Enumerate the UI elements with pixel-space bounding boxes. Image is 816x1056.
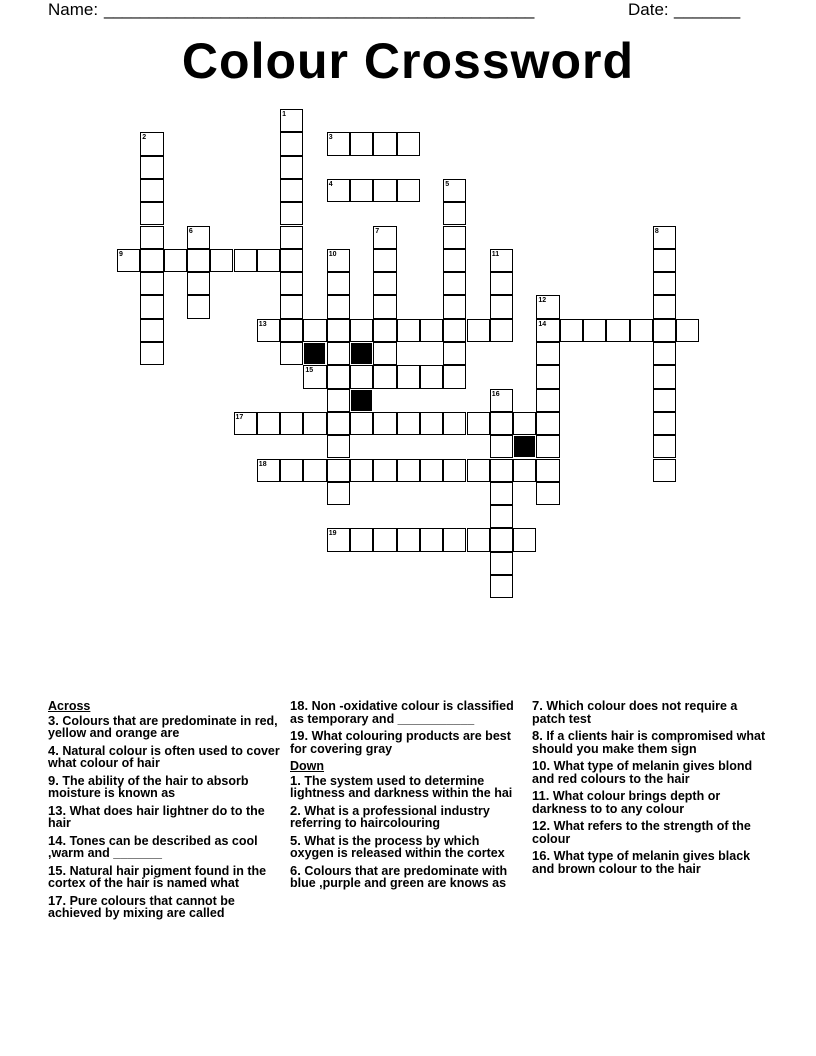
crossword-cell[interactable] <box>280 319 303 342</box>
clue-across-9: 9. The ability of the hair to absorb moisture is known as <box>48 772 249 800</box>
crossword-cell[interactable] <box>583 319 606 342</box>
crossword-cell[interactable] <box>467 412 490 435</box>
crossword-cell[interactable] <box>443 272 466 295</box>
crossword-cell[interactable] <box>303 319 326 342</box>
crossword-cell[interactable] <box>280 459 303 482</box>
crossword-cell[interactable] <box>350 528 373 551</box>
crossword-cell[interactable] <box>327 272 350 295</box>
clue-across-18: 18. Non -oxidative colour is classified as temporary and ___________ <box>290 698 514 726</box>
crossword-cell[interactable] <box>443 249 466 272</box>
down-heading: Down <box>290 759 325 773</box>
crossword-cell[interactable] <box>234 249 257 272</box>
clue-across-14: 14. Tones can be described as cool ,warm and _______ <box>48 832 258 860</box>
crossword-cell[interactable] <box>630 319 653 342</box>
crossword-cell[interactable] <box>187 272 210 295</box>
crossword-cell[interactable] <box>536 435 559 458</box>
crossword-cell[interactable] <box>373 249 396 272</box>
crossword-cell[interactable] <box>280 412 303 435</box>
crossword-cell[interactable] <box>420 459 443 482</box>
date-label: Date: <box>628 0 669 19</box>
crossword-cell[interactable] <box>373 179 396 202</box>
crossword-cell[interactable] <box>490 435 513 458</box>
crossword-cell[interactable] <box>420 319 443 342</box>
clue-number: 13 <box>258 320 267 328</box>
crossword-cell[interactable] <box>676 319 699 342</box>
crossword-cell[interactable] <box>327 435 350 458</box>
crossword-cell[interactable] <box>653 249 676 272</box>
clue-number: 16 <box>491 390 500 398</box>
crossword-cell[interactable] <box>327 365 350 388</box>
crossword-cell[interactable] <box>140 226 163 249</box>
crossword-cell[interactable] <box>397 365 420 388</box>
crossword-cell[interactable] <box>467 459 490 482</box>
clue-number: 10 <box>328 250 337 258</box>
crossword-cell[interactable] <box>420 365 443 388</box>
crossword-cell[interactable] <box>350 365 373 388</box>
crossword-cell[interactable] <box>653 459 676 482</box>
crossword-cell[interactable] <box>536 482 559 505</box>
clue-number: 15 <box>305 367 314 375</box>
crossword-cell[interactable] <box>303 412 326 435</box>
clue-down-2: 2. What is a professional industry referring to haircolouring <box>290 802 490 830</box>
crossword-cell[interactable] <box>653 435 676 458</box>
crossword-cell[interactable] <box>653 412 676 435</box>
crossword-cell[interactable] <box>280 342 303 365</box>
crossword-cell[interactable] <box>327 342 350 365</box>
crossword-cell[interactable] <box>303 459 326 482</box>
crossword-cell[interactable] <box>327 319 350 342</box>
crossword-cell[interactable] <box>327 412 350 435</box>
clue-down-8: 8. If a clients hair is compromised what should you make them sign <box>532 728 766 756</box>
crossword-cell[interactable] <box>164 249 187 272</box>
crossword-cell[interactable] <box>397 412 420 435</box>
clue-across-3: 3. Colours that are predominate in red, yellow and orange are <box>48 712 278 740</box>
crossword-cell[interactable] <box>653 342 676 365</box>
clue-down-1: 1. The system used to determine lightness and darkness within the hai <box>290 772 513 800</box>
crossword-cell[interactable] <box>490 575 513 598</box>
clue-down-16: 16. What type of melanin gives black and brown colour to the hair <box>532 848 751 876</box>
crossword-cell[interactable] <box>397 319 420 342</box>
crossword-cell[interactable] <box>490 528 513 551</box>
crossword-cell[interactable] <box>443 342 466 365</box>
crossword-cell[interactable] <box>327 482 350 505</box>
crossword-cell[interactable] <box>467 528 490 551</box>
clue-number: 14 <box>538 320 547 328</box>
clue-across-19: 19. What colouring products are best for covering gray <box>290 728 511 756</box>
crossword-cell[interactable] <box>280 295 303 318</box>
crossword-cell[interactable] <box>373 412 396 435</box>
crossword-cell[interactable] <box>187 295 210 318</box>
clue-number: 4 <box>328 180 333 188</box>
name-label: Name: <box>48 0 99 19</box>
clue-number: 18 <box>258 460 267 468</box>
crossword-cell[interactable] <box>536 389 559 412</box>
crossword-cell[interactable] <box>443 319 466 342</box>
clue-number: 1 <box>282 111 286 118</box>
clue-number: 2 <box>142 134 147 142</box>
crossword-cell[interactable] <box>280 179 303 202</box>
crossword-cell[interactable] <box>397 132 420 155</box>
crossword-cell[interactable] <box>373 342 396 365</box>
crossword-cell[interactable] <box>373 272 396 295</box>
crossword-cell[interactable] <box>443 202 466 225</box>
clues-column-3 <box>532 700 767 880</box>
crossword-cell[interactable] <box>536 459 559 482</box>
crossword-cell[interactable] <box>490 412 513 435</box>
clue-down-7: 7. Which colour does not require a patch test <box>532 698 738 726</box>
crossword-cell[interactable] <box>373 528 396 551</box>
clue-number: 12 <box>538 297 547 305</box>
clue-number: 7 <box>375 227 380 235</box>
crossword-cell[interactable] <box>350 132 373 155</box>
clue-across-15: 15. Natural hair pigment found in the cortex of the hair is named what <box>48 862 267 890</box>
black-square <box>351 343 372 364</box>
crossword-cell[interactable] <box>443 365 466 388</box>
name-field[interactable]: ________________________________________________ <box>104 0 534 19</box>
crossword-cell[interactable] <box>513 412 536 435</box>
crossword-cell[interactable] <box>140 295 163 318</box>
crossword-cell[interactable] <box>280 272 303 295</box>
clue-number: 17 <box>235 413 244 421</box>
crossword-cell[interactable] <box>653 389 676 412</box>
crossword-cell[interactable] <box>257 249 280 272</box>
crossword-cell[interactable] <box>280 249 303 272</box>
crossword-cell[interactable] <box>490 505 513 528</box>
crossword-cell[interactable] <box>373 459 396 482</box>
clue-down-5: 5. What is the process by which oxygen is released within the cortex <box>290 832 505 860</box>
crossword-cell[interactable] <box>443 459 466 482</box>
clue-across-4: 4. Natural colour is often used to cover what colour of hair <box>48 742 280 770</box>
crossword-cell[interactable] <box>490 319 513 342</box>
clue-number: 8 <box>654 227 659 235</box>
crossword-cell[interactable] <box>257 412 280 435</box>
clues-column-1 <box>48 700 283 925</box>
crossword-cell[interactable] <box>397 459 420 482</box>
crossword-cell[interactable] <box>536 342 559 365</box>
crossword-cell[interactable] <box>327 459 350 482</box>
crossword-cell[interactable] <box>350 179 373 202</box>
crossword-cell[interactable] <box>140 342 163 365</box>
crossword-cell[interactable] <box>490 295 513 318</box>
crossword-cell[interactable] <box>280 226 303 249</box>
clue-across-13: 13. What does hair lightner do to the hair <box>48 802 265 830</box>
crossword-cell[interactable] <box>490 459 513 482</box>
crossword-cell[interactable] <box>397 528 420 551</box>
crossword-cell[interactable] <box>606 319 629 342</box>
clue-down-12: 12. What refers to the strength of the colour <box>532 818 751 846</box>
clue-across-17: 17. Pure colours that cannot be achieved by mixing are called <box>48 892 235 920</box>
crossword-cell[interactable] <box>350 319 373 342</box>
crossword-cell[interactable] <box>280 202 303 225</box>
crossword-cell[interactable] <box>140 272 163 295</box>
crossword-cell[interactable] <box>490 482 513 505</box>
clue-number: 19 <box>328 530 337 538</box>
crossword-cell[interactable] <box>536 365 559 388</box>
clues-column-2 <box>290 700 525 895</box>
crossword-cell[interactable] <box>443 412 466 435</box>
crossword-cell[interactable] <box>327 295 350 318</box>
crossword-cell[interactable] <box>443 528 466 551</box>
crossword-cell[interactable] <box>420 528 443 551</box>
crossword-cell[interactable] <box>210 249 233 272</box>
crossword-cell[interactable] <box>280 156 303 179</box>
clue-number: 3 <box>328 134 333 142</box>
black-square <box>304 343 325 364</box>
clue-down-10: 10. What type of melanin gives blond and red colours to the hair <box>532 758 753 786</box>
crossword-cell[interactable] <box>443 295 466 318</box>
crossword-cell[interactable] <box>327 389 350 412</box>
crossword-cell[interactable] <box>653 295 676 318</box>
black-square <box>514 436 535 457</box>
crossword-cell[interactable] <box>373 132 396 155</box>
crossword-cell[interactable] <box>653 365 676 388</box>
crossword-cell[interactable] <box>513 528 536 551</box>
crossword-cell[interactable] <box>140 249 163 272</box>
crossword-cell[interactable] <box>653 272 676 295</box>
crossword-cell[interactable] <box>397 179 420 202</box>
crossword-cell[interactable] <box>536 412 559 435</box>
across-heading: Across <box>48 699 91 713</box>
clue-down-11: 11. What colour brings depth or darkness to to any colour <box>532 788 721 816</box>
clue-number: 11 <box>491 250 500 258</box>
crossword-cell[interactable] <box>280 132 303 155</box>
crossword-cell[interactable] <box>420 412 443 435</box>
crossword-cell[interactable] <box>490 552 513 575</box>
crossword-cell[interactable] <box>443 226 466 249</box>
crossword-cell[interactable] <box>350 412 373 435</box>
crossword-cell[interactable] <box>653 319 676 342</box>
crossword-cell[interactable] <box>140 202 163 225</box>
clue-down-6: 6. Colours that are predominate with blue ,purple and green are knows as <box>290 862 508 890</box>
date-field[interactable]: _______ <box>674 0 741 19</box>
crossword-cell[interactable] <box>490 272 513 295</box>
clue-number: 5 <box>445 180 450 188</box>
crossword-cell[interactable] <box>350 459 373 482</box>
black-square <box>351 390 372 411</box>
crossword-cell[interactable] <box>373 295 396 318</box>
crossword-cell[interactable] <box>373 319 396 342</box>
crossword-cell[interactable] <box>560 319 583 342</box>
clue-number: 6 <box>188 227 193 235</box>
crossword-cell[interactable] <box>513 459 536 482</box>
crossword-cell[interactable] <box>140 179 163 202</box>
crossword-cell[interactable] <box>140 319 163 342</box>
crossword-cell[interactable] <box>373 365 396 388</box>
page-title: Colour Crossword <box>181 33 635 89</box>
crossword-cell[interactable] <box>140 156 163 179</box>
clue-number: 9 <box>119 250 123 258</box>
crossword-cell[interactable] <box>187 249 210 272</box>
crossword-cell[interactable] <box>467 319 490 342</box>
